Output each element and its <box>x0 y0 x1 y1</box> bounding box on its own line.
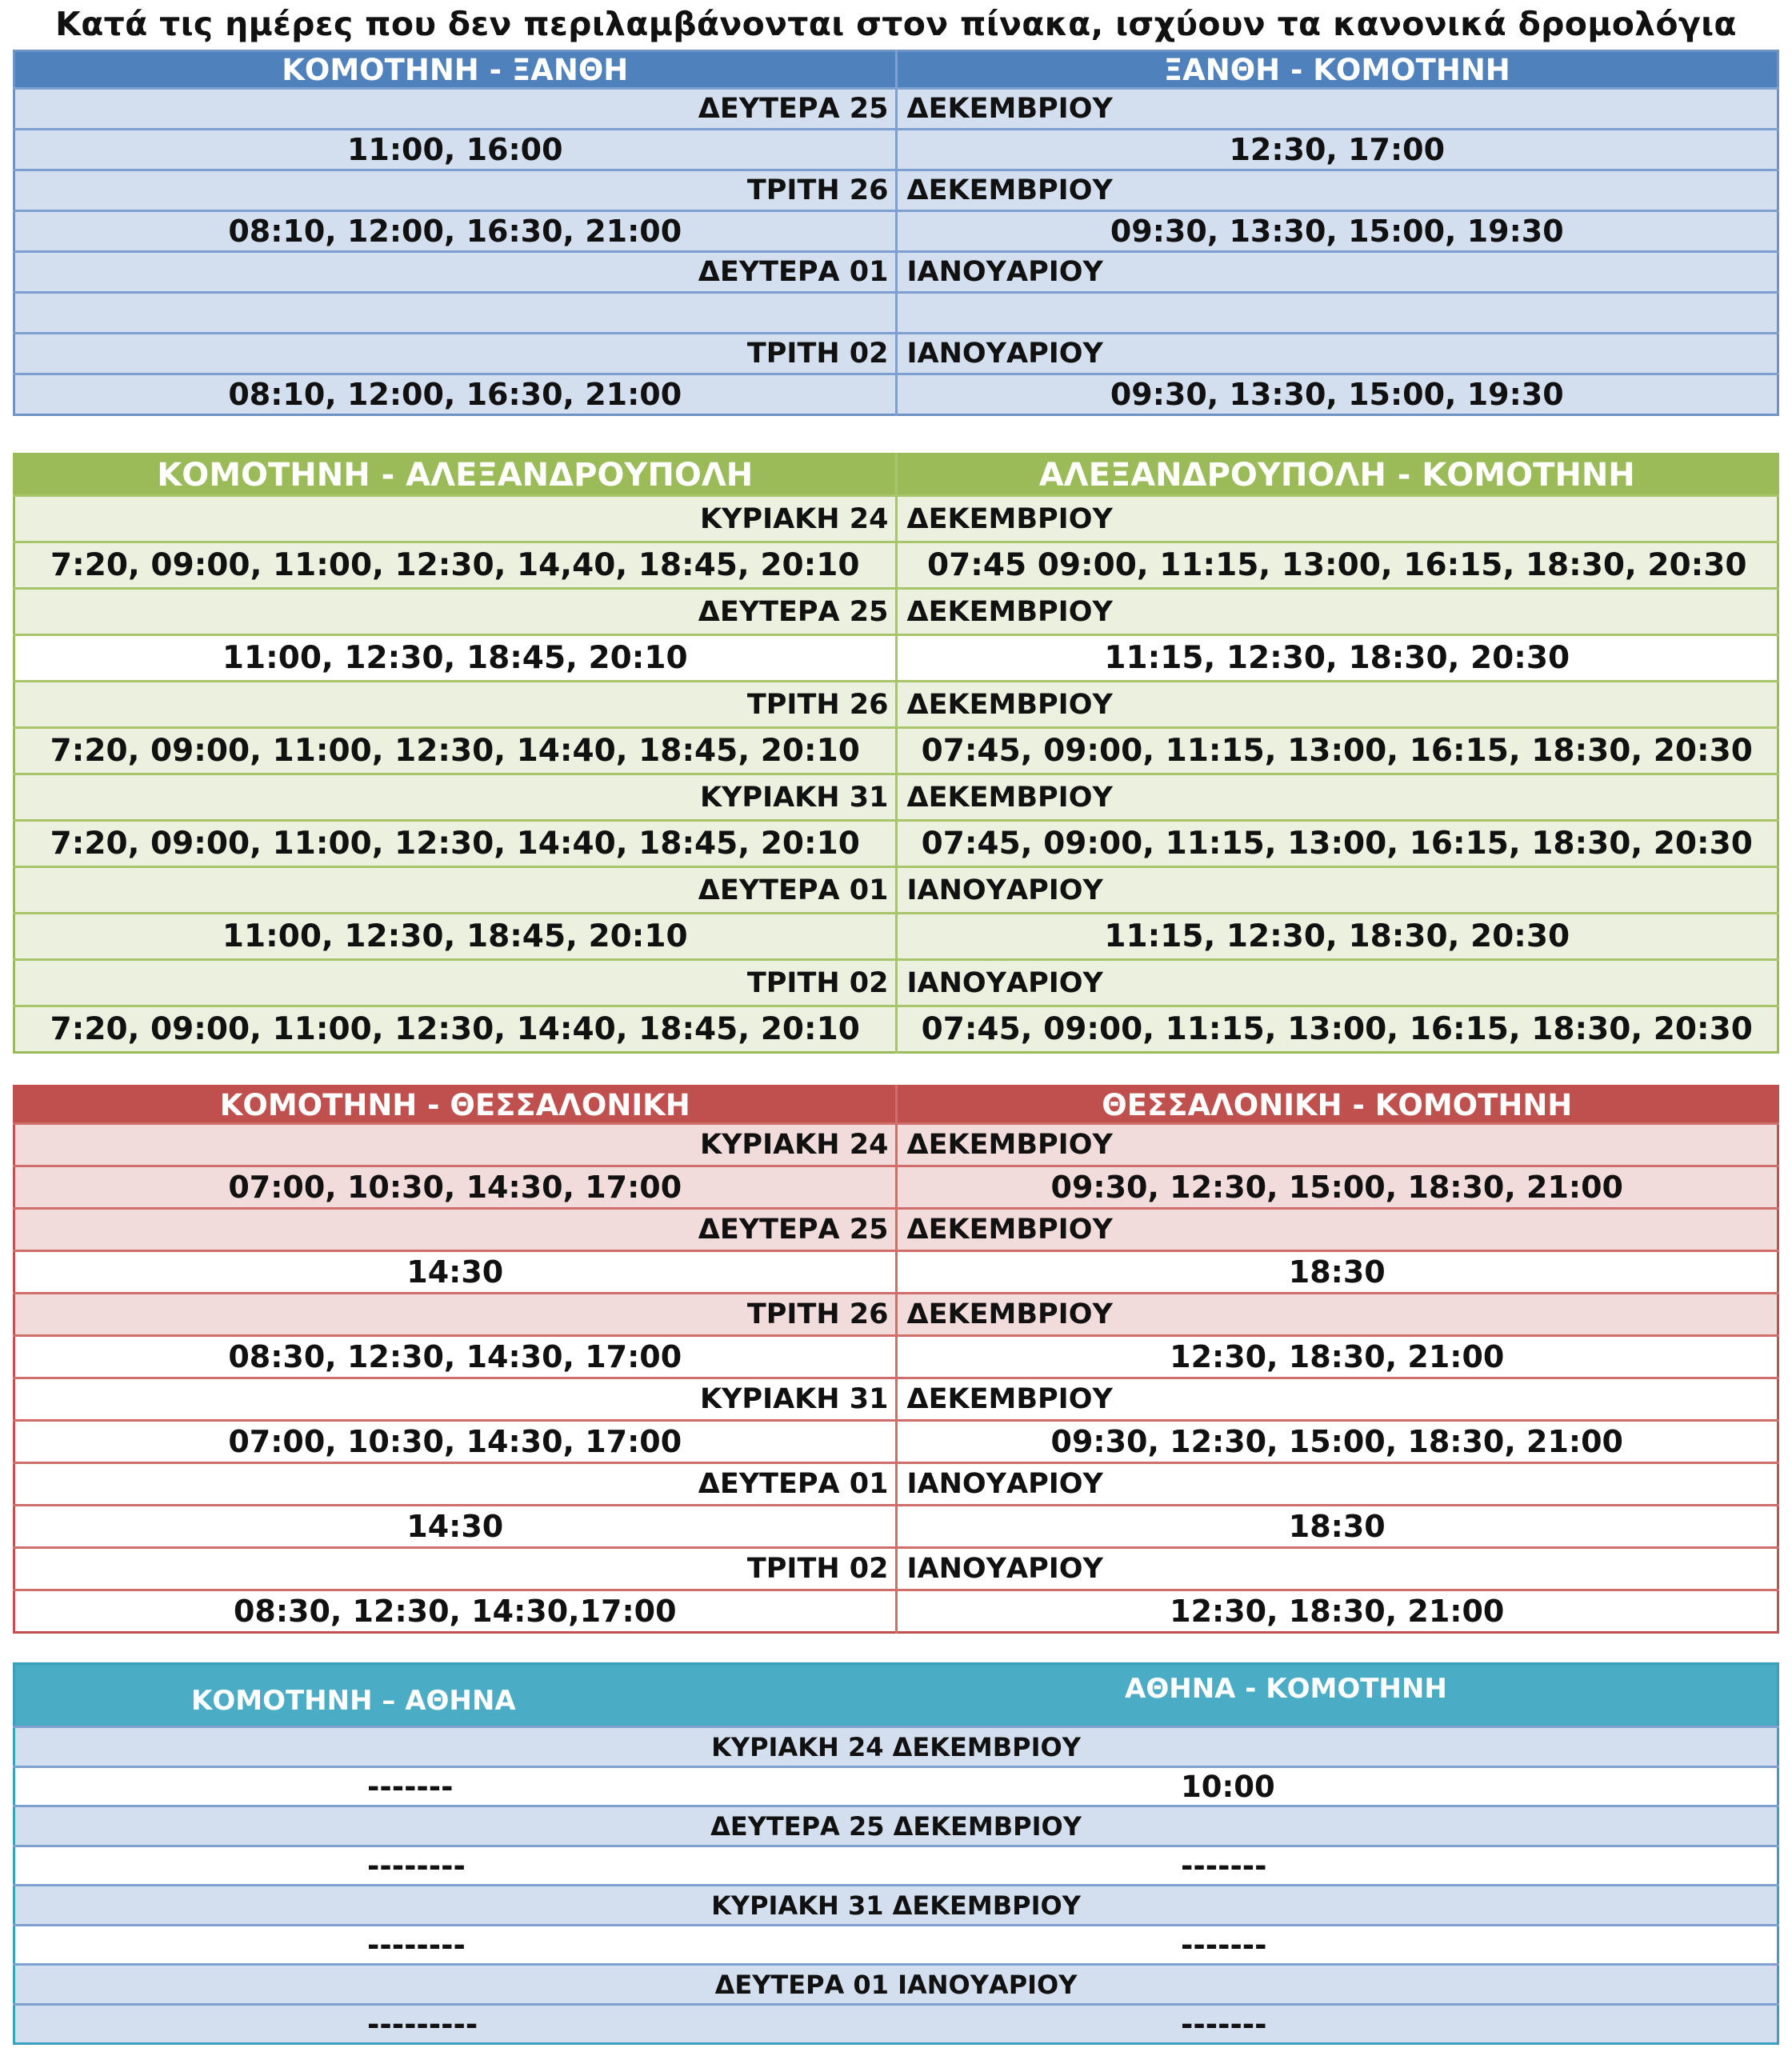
date-row <box>14 334 1778 374</box>
date-row <box>14 682 1778 728</box>
day-label: ΔΕΥΤΕΡΑ 25 <box>14 89 897 130</box>
month-label: ΙΑΝΟΥΑΡΙΟΥ <box>896 252 1778 293</box>
return-times: 11:15, 12:30, 18:30, 20:30 <box>896 635 1778 682</box>
return-times: 11:15, 12:30, 18:30, 20:30 <box>896 914 1778 960</box>
date-row <box>14 1965 1778 2005</box>
date-row <box>14 774 1778 821</box>
return-times: 18:30 <box>896 1251 1778 1294</box>
date-label: ΚΥΡΙΑΚΗ 24 ΔΕΚΕΜΒΡΙΟΥ <box>14 1727 1778 1767</box>
day-label: ΚΥΡΙΑΚΗ 24 <box>14 496 897 542</box>
outbound-times: 08:30, 12:30, 14:30, 17:00 <box>14 1336 897 1378</box>
date-row <box>14 170 1778 211</box>
times-row <box>14 1846 1778 1886</box>
month-label: ΔΕΚΕΜΒΡΙΟΥ <box>896 682 1778 728</box>
times-row <box>14 1767 1778 1806</box>
route-return-label: ΞΑΝΘΗ - ΚΟΜΟΤΗΝΗ <box>896 51 1778 89</box>
month-label: ΔΕΚΕΜΒΡΙΟΥ <box>896 589 1778 635</box>
month-label: ΔΕΚΕΜΒΡΙΟΥ <box>896 1124 1778 1166</box>
day-label: ΚΥΡΙΑΚΗ 31 <box>14 774 897 821</box>
return-times: 09:30, 13:30, 15:00, 19:30 <box>896 211 1778 252</box>
route-return-label: ΑΛΕΞΑΝΔΡΟΥΠΟΛΗ - ΚΟΜΟΤΗΝΗ <box>896 454 1778 496</box>
times-row <box>14 1166 1778 1209</box>
times-row <box>14 1251 1778 1294</box>
return-times: 07:45, 09:00, 11:15, 13:00, 16:15, 18:30, 20:30 <box>896 821 1778 867</box>
day-label: ΚΥΡΙΑΚΗ 31 <box>14 1378 897 1421</box>
outbound-times <box>14 293 897 334</box>
times-row <box>14 914 1778 960</box>
outbound-times: 08:30, 12:30, 14:30,17:00 <box>14 1590 897 1633</box>
return-times: 09:30, 12:30, 15:00, 18:30, 21:00 <box>896 1421 1778 1463</box>
day-label: ΚΥΡΙΑΚΗ 24 <box>14 1124 897 1166</box>
outbound-times: 14:30 <box>14 1506 897 1548</box>
outbound-times: 08:10, 12:00, 16:30, 21:00 <box>14 211 897 252</box>
date-row <box>14 1209 1778 1251</box>
outbound-times: 07:00, 10:30, 14:30, 17:00 <box>14 1166 897 1209</box>
month-label: ΔΕΚΕΜΒΡΙΟΥ <box>896 774 1778 821</box>
times-row <box>14 293 1778 334</box>
outbound-times: 07:00, 10:30, 14:30, 17:00 <box>14 1421 897 1463</box>
times-row <box>14 374 1778 415</box>
month-label: ΙΑΝΟΥΑΡΙΟΥ <box>896 960 1778 1006</box>
date-row <box>14 252 1778 293</box>
return-times: 10:00 <box>861 1767 1778 1806</box>
month-label: ΔΕΚΕΜΒΡΙΟΥ <box>896 496 1778 542</box>
return-times: 12:30, 18:30, 21:00 <box>896 1336 1778 1378</box>
table-thessaloniki <box>13 1085 1779 1634</box>
route-return-label: ΘΕΣΣΑΛΟΝΙΚΗ - ΚΟΜΟΤΗΝΗ <box>896 1086 1778 1124</box>
times-row <box>14 130 1778 170</box>
route-outbound-label: ΚΟΜΟΤΗΝΗ – ΑΘΗΝΑ <box>14 1664 862 1727</box>
times-row <box>14 635 1778 682</box>
date-row <box>14 1548 1778 1590</box>
return-times: ------- <box>861 1926 1778 1965</box>
times-row <box>14 1006 1778 1053</box>
outbound-times: 11:00, 16:00 <box>14 130 897 170</box>
times-row <box>14 1926 1778 1965</box>
table-xanthi <box>13 50 1779 416</box>
date-row <box>14 1806 1778 1846</box>
return-times: 12:30, 18:30, 21:00 <box>896 1590 1778 1633</box>
times-row <box>14 2005 1778 2044</box>
date-label: ΚΥΡΙΑΚΗ 31 ΔΕΚΕΜΒΡΙΟΥ <box>14 1886 1778 1926</box>
month-label: ΔΕΚΕΜΒΡΙΟΥ <box>896 1294 1778 1336</box>
return-times: ------- <box>861 1846 1778 1886</box>
month-label: ΙΑΝΟΥΑΡΙΟΥ <box>896 867 1778 914</box>
page-title: Κατά τις ημέρες που δεν περιλαμβάνονται στον πίνακα, ισχύουν τα κανονικά δρομολόγια <box>55 5 1737 43</box>
outbound-times: 14:30 <box>14 1251 897 1294</box>
return-times: 12:30, 17:00 <box>896 130 1778 170</box>
return-times: 09:30, 13:30, 15:00, 19:30 <box>896 374 1778 415</box>
outbound-times: 11:00, 12:30, 18:45, 20:10 <box>14 914 897 960</box>
return-times: 07:45, 09:00, 11:15, 13:00, 16:15, 18:30, 20:30 <box>896 728 1778 774</box>
date-row <box>14 1294 1778 1336</box>
route-outbound-label: ΚΟΜΟΤΗΝΗ - ΘΕΣΣΑΛΟΝΙΚΗ <box>14 1086 897 1124</box>
outbound-times: 11:00, 12:30, 18:45, 20:10 <box>14 635 897 682</box>
return-times: ------- <box>861 2005 1778 2044</box>
outbound-times: 7:20, 09:00, 11:00, 12:30, 14:40, 18:45, 20:10 <box>14 1006 897 1053</box>
times-row <box>14 1590 1778 1633</box>
date-label: ΔΕΥΤΕΡΑ 25 ΔΕΚΕΜΒΡΙΟΥ <box>14 1806 1778 1846</box>
times-row <box>14 1506 1778 1548</box>
date-row <box>14 589 1778 635</box>
times-row <box>14 1336 1778 1378</box>
table-header <box>14 51 1778 89</box>
date-row <box>14 1463 1778 1506</box>
day-label: ΔΕΥΤΕΡΑ 25 <box>14 1209 897 1251</box>
outbound-times: -------- <box>14 1926 862 1965</box>
month-label: ΙΑΝΟΥΑΡΙΟΥ <box>896 1463 1778 1506</box>
route-outbound-label: ΚΟΜΟΤΗΝΗ - ΑΛΕΞΑΝΔΡΟΥΠΟΛΗ <box>14 454 897 496</box>
date-row <box>14 496 1778 542</box>
date-row <box>14 1886 1778 1926</box>
times-row <box>14 1421 1778 1463</box>
outbound-times: 7:20, 09:00, 11:00, 12:30, 14,40, 18:45, 20:10 <box>14 542 897 589</box>
day-label: ΔΕΥΤΕΡΑ 01 <box>14 867 897 914</box>
date-row <box>14 867 1778 914</box>
table-header <box>14 1664 1778 1727</box>
month-label: ΔΕΚΕΜΒΡΙΟΥ <box>896 1209 1778 1251</box>
month-label: ΙΑΝΟΥΑΡΙΟΥ <box>896 334 1778 374</box>
outbound-times: --------- <box>14 2005 862 2044</box>
day-label: ΤΡΙΤΗ 02 <box>14 1548 897 1590</box>
return-times: 07:45 09:00, 11:15, 13:00, 16:15, 18:30, 20:30 <box>896 542 1778 589</box>
return-times: 09:30, 12:30, 15:00, 18:30, 21:00 <box>896 1166 1778 1209</box>
times-row <box>14 211 1778 252</box>
month-label: ΔΕΚΕΜΒΡΙΟΥ <box>896 170 1778 211</box>
day-label: ΔΕΥΤΕΡΑ 25 <box>14 589 897 635</box>
times-row <box>14 728 1778 774</box>
day-label: ΔΕΥΤΕΡΑ 01 <box>14 1463 897 1506</box>
table-athens <box>13 1662 1779 2045</box>
date-row <box>14 1124 1778 1166</box>
route-outbound-label: ΚΟΜΟΤΗΝΗ - ΞΑΝΘΗ <box>14 51 897 89</box>
date-label: ΔΕΥΤΕΡΑ 01 ΙΑΝΟΥΑΡΙΟΥ <box>14 1965 1778 2005</box>
times-row <box>14 821 1778 867</box>
times-row <box>14 542 1778 589</box>
date-row <box>14 89 1778 130</box>
month-label: ΔΕΚΕΜΒΡΙΟΥ <box>896 89 1778 130</box>
month-label: ΙΑΝΟΥΑΡΙΟΥ <box>896 1548 1778 1590</box>
return-times <box>896 293 1778 334</box>
date-row <box>14 1378 1778 1421</box>
day-label: ΤΡΙΤΗ 26 <box>14 682 897 728</box>
day-label: ΤΡΙΤΗ 02 <box>14 960 897 1006</box>
date-row <box>14 1727 1778 1767</box>
return-times: 18:30 <box>896 1506 1778 1548</box>
day-label: ΤΡΙΤΗ 26 <box>14 1294 897 1336</box>
day-label: ΤΡΙΤΗ 26 <box>14 170 897 211</box>
table-header <box>14 454 1778 496</box>
outbound-times: 7:20, 09:00, 11:00, 12:30, 14:40, 18:45, 20:10 <box>14 728 897 774</box>
return-times: 07:45, 09:00, 11:15, 13:00, 16:15, 18:30, 20:30 <box>896 1006 1778 1053</box>
outbound-times: 7:20, 09:00, 11:00, 12:30, 14:40, 18:45, 20:10 <box>14 821 897 867</box>
date-row <box>14 960 1778 1006</box>
day-label: ΤΡΙΤΗ 02 <box>14 334 897 374</box>
day-label: ΔΕΥΤΕΡΑ 01 <box>14 252 897 293</box>
route-return-label: ΑΘΗΝΑ - ΚΟΜΟΤΗΝΗ <box>861 1664 1778 1727</box>
table-header <box>14 1086 1778 1124</box>
outbound-times: ------- <box>14 1767 862 1806</box>
table-alexandroupoli <box>13 453 1779 1054</box>
outbound-times: -------- <box>14 1846 862 1886</box>
month-label: ΔΕΚΕΜΒΡΙΟΥ <box>896 1378 1778 1421</box>
outbound-times: 08:10, 12:00, 16:30, 21:00 <box>14 374 897 415</box>
